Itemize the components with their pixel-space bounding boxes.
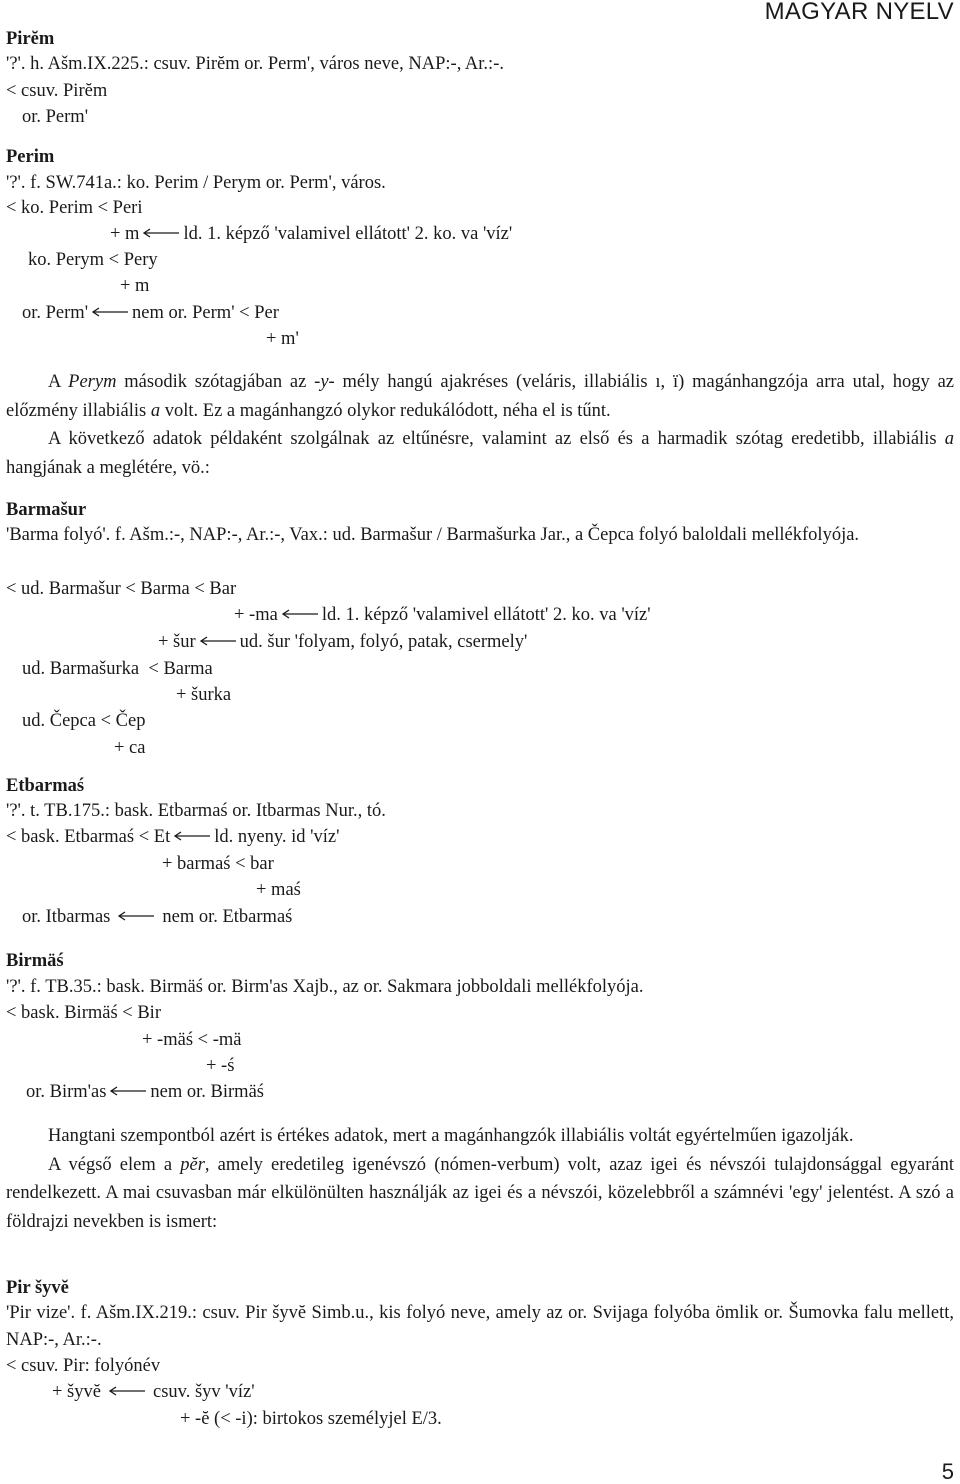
headword-barmasur: Barmašur [6,500,87,520]
entry-line [158,633,527,652]
entry-line [110,225,512,244]
entry-line: + maś [256,880,301,900]
entry-line: ud. Barmašurka < Barma [22,659,213,679]
entry-text: + m [110,224,140,244]
entry-text: ud. šur 'folyam, folyó, patak, csermely' [239,632,528,652]
entry-text: nem or. Perm' < Per [132,303,279,323]
entry-line: + šurka [176,685,232,705]
entry-line: '?'. f. TB.35.: bask. Birmäś or. Birm'as Xajb., az or. Sakmara jobboldali mellékfolyója. [6,977,644,997]
entry-line: 'Pir vize'. f. Ašm.IX.219.: csuv. Pir šyvĕ Simb.u., kis folyó neve, amely az or. Svijaga folyóba ömlik or. Šumovka falu mellett, NAP:-, Ar.:-. [6,1303,954,1350]
long-left-arrow-icon [92,307,128,317]
paragraph-perym: A Perym második szótagjában az -y- mély hangú ajakréses (veláris, illabiális ı, ï) magánhangzója arra utal, hogy az előzmény illabiális a volt. Ez a magánhangzó olykor redukálódott, néha el is tűnt. A következő adatok példaként szolgálnak az eltűnésre, valamint az első és a harmadik szótag eredetibb, illabiális a hangjának a meglétére, vö.: [6,372,954,478]
entry-line: < bask. Birmäś < Bir [6,1003,161,1023]
long-left-arrow-icon [200,636,236,646]
entry-line: '?'. t. TB.175.: bask. Etbarmaś or. Itbarmas Nur., tó. [6,801,386,821]
entry-line: + m [120,276,150,296]
entry-line: '?'. h. Ašm.IX.225.: csuv. Pirĕm or. Perm', város neve, NAP:-, Ar.:-. [6,54,504,74]
entry-text: ld. 1. képző 'valamivel ellátott' 2. ko. va 'víz' [183,224,513,244]
entry-text: + šur [158,632,196,652]
running-head: MAGYAR NYELV [764,0,954,25]
entry-line [26,1083,264,1102]
entry-line: + barmaś < bar [162,854,274,874]
long-left-arrow-icon [174,831,210,841]
entry-text: csuv. šyv 'víz' [152,1382,255,1402]
entry-line: < csuv. Pir: folyónév [6,1356,161,1376]
long-left-arrow-icon [110,1086,146,1096]
page-number: 5 [941,1459,954,1484]
long-left-arrow-icon [105,1386,149,1396]
entry-line: ko. Perym < Pery [28,250,158,270]
entry-line: ud. Čepca < Čep [22,711,146,731]
entry-line [52,1383,255,1402]
headword-birmas: Birmäś [6,951,64,971]
entry-line: < ko. Perim < Peri [6,198,143,218]
entry-line [22,304,279,323]
long-left-arrow-icon [114,911,158,921]
entry-line: + ca [114,738,146,758]
entry-line: + -ś [206,1056,235,1076]
entry-line [6,828,339,847]
entry-line [22,908,292,927]
headword-perim: Perim [6,147,55,167]
entry-text: or. Itbarmas [22,907,111,927]
entry-text: + -ma [234,605,278,625]
headword-etbarmas: Etbarmaś [6,776,85,796]
entry-text: + šyvĕ [52,1382,101,1402]
entry-line: or. Perm' [22,107,89,127]
entry-text: < bask. Etbarmaś < Et [6,827,171,847]
long-left-arrow-icon [143,228,179,238]
entry-line [234,606,651,625]
entry-text: or. Birm'as [26,1082,107,1102]
entry-line: 'Barma folyó'. f. Ašm.:-, NAP:-, Ar.:-, Vax.: ud. Barmašur / Barmašurka Jar., a Čepca folyó baloldali mellékfolyója. [6,525,860,545]
long-left-arrow-icon [282,609,318,619]
headword-pir-syve: Pir šyvĕ [6,1278,69,1298]
paragraph-hangtani: Hangtani szempontból azért is értékes adatok, mert a magánhangzók illabiális voltát egyértelműen igazolják. A végső elem a pĕr, amely eredetileg igenévszó (nómen-verbum) volt, azaz igei és névszói tulajdonsággal egyaránt rendelkezett. A mai csuvasban már elkülönülten használják az igei és a névszói, közelebbről a számnévi 'egy' jelentést. A szó a földrajzi nevekben is ismert: [6,1126,955,1232]
entry-line: + m' [266,329,299,349]
headword-pirem: Pirĕm [6,29,55,49]
entry-text: ld. nyeny. id 'víz' [214,827,340,847]
entry-line: + -mäś < -mä [142,1030,242,1050]
entry-text: or. Perm' [22,303,89,323]
entry-line: + -ĕ (< -i): birtokos személyjel E/3. [180,1409,442,1429]
entry-text: nem or. Birmäś [150,1082,264,1102]
entry-text: nem or. Etbarmaś [162,907,293,927]
entry-text: ld. 1. képző 'valamivel ellátott' 2. ko. va 'víz' [321,605,651,625]
entry-line: '?'. f. SW.741a.: ko. Perim / Perym or. Perm', város. [6,173,386,193]
entry-line: < ud. Barmašur < Barma < Bar [6,579,237,599]
entry-line: < csuv. Pirĕm [6,81,108,101]
